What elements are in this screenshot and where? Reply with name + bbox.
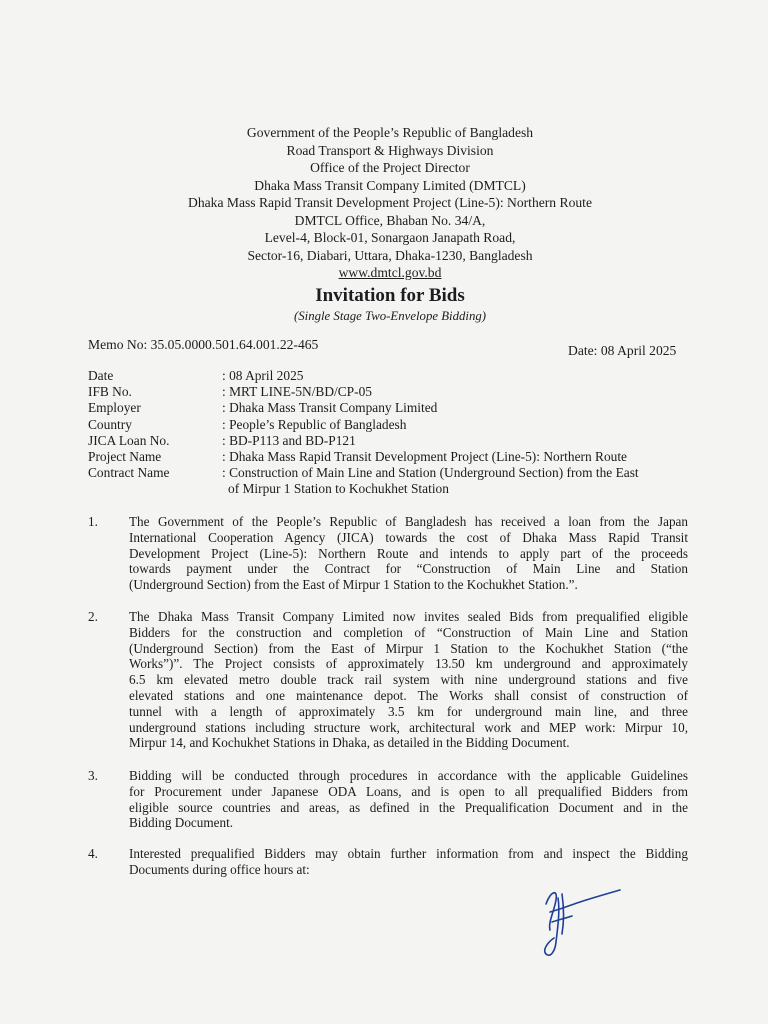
detail-value: : Dhaka Mass Transit Company Limited (222, 400, 438, 416)
paragraph-number: 2. (88, 609, 98, 624)
detail-value-line: : Construction of Main Line and Station (Underground Section) from the East (222, 465, 639, 481)
detail-row-country (88, 417, 688, 433)
paragraph-3 (88, 768, 688, 831)
bid-details (88, 368, 688, 498)
paragraph-body (129, 768, 688, 831)
detail-row-contract (88, 465, 688, 497)
paragraph-line: towards payment under the Contract for “Construction of Main Line and Station (129, 561, 688, 577)
detail-label: Country (88, 416, 132, 432)
detail-value (222, 465, 688, 497)
detail-row-ifb (88, 384, 688, 400)
header-line: DMTCL Office, Bhaban No. 34/A, (294, 212, 486, 228)
paragraph-line: elevated stations and one maintenance depot. The Works shall consist of construction of (129, 687, 688, 703)
detail-label: IFB No. (88, 384, 132, 400)
paragraph-line: Bidding Document. (129, 815, 234, 831)
detail-row-employer (88, 400, 688, 416)
paragraph-line: The Government of the People’s Republic of Bangladesh has received a loan from the Japan (129, 514, 688, 529)
detail-label: JICA Loan No. (88, 432, 170, 448)
paragraph-line: Bidding will be conducted through procedures in accordance with the applicable Guidelines (129, 768, 688, 783)
header-line: Government of the People’s Republic of Bangladesh (246, 125, 534, 140)
paragraph-body (129, 609, 688, 751)
document-subtitle: (Single Stage Two-Envelope Bidding) (293, 309, 487, 323)
paragraph-line: (Underground Section) from the East of Mirpur 1 Station to the Kochukhet Station.”. (129, 577, 578, 593)
detail-value: : People’s Republic of Bangladesh (222, 416, 407, 432)
detail-value: : 08 April 2025 (222, 368, 304, 383)
paragraph-line: Documents during office hours at: (129, 861, 310, 877)
paragraph-line: Interested prequalified Bidders may obtain further information from and inspect the Bidding (129, 846, 688, 861)
detail-value: : MRT LINE-5N/BD/CP-05 (222, 384, 372, 400)
paragraph-body (129, 514, 688, 593)
paragraph-4 (88, 846, 688, 878)
header-line: Office of the Project Director (310, 160, 470, 175)
detail-label: Contract Name (88, 465, 170, 481)
header-line: Dhaka Mass Rapid Transit Development Project (Line-5): Northern Route (188, 195, 592, 210)
paragraph-body (129, 846, 688, 878)
detail-row-loan (88, 433, 688, 449)
paragraph-line: International Cooperation Agency (JICA) towards the cost of Dhaka Mass Rapid Transit (129, 529, 688, 545)
paragraph-1 (88, 514, 688, 593)
paragraph-line: underground stations including structure work, architectural work and MEP work: Mirpur 10, (129, 719, 688, 735)
paragraph-number: 3. (88, 768, 98, 783)
paragraph-line: Bidders for the construction and completion of “Construction of Main Line and Station (129, 624, 688, 640)
paragraph-line: Development Project (Line-5): Northern Route and intends to apply part of the proceeds (129, 545, 688, 561)
paragraph-line: eligible source countries and areas, as defined in the Prequalification Document and in the (129, 799, 688, 815)
detail-label: Project Name (88, 449, 162, 465)
detail-label: Employer (88, 400, 141, 416)
detail-value: : BD-P113 and BD-P121 (222, 432, 356, 448)
paragraph-line: for Procurement under Japanese ODA Loans, and is open to all prequalified Bidders from (129, 783, 688, 799)
paragraph-line: tunnel with a length of approximately 3.5 km for underground main line, and three (129, 703, 688, 719)
paragraph-number: 4. (88, 846, 98, 861)
header-line: Dhaka Mass Transit Company Limited (DMTCL) (254, 177, 526, 193)
paragraph-line: The Dhaka Mass Transit Company Limited now invites sealed Bids from prequalified eligible (129, 609, 688, 624)
memo-date: Date: 08 April 2025 (568, 343, 677, 358)
website-link[interactable]: www.dmtcl.gov.bd (338, 265, 442, 280)
paragraph-line: Mirpur 14, and Kochukhet Stations in Dhaka, as detailed in the Bidding Document. (129, 735, 570, 751)
paragraph-2 (88, 609, 688, 751)
header-line: Road Transport & Highways Division (286, 142, 494, 158)
signature-icon (528, 882, 628, 962)
paragraph-number: 1. (88, 514, 98, 529)
paragraph-line: Works”)”. The Project consists of approximately 13.50 km underground and approximately (129, 656, 688, 672)
memo-number: Memo No: 35.05.0000.501.64.001.22-465 (88, 337, 319, 352)
detail-row-project (88, 449, 688, 465)
document-title: Invitation for Bids (315, 285, 465, 306)
detail-label: Date (88, 368, 114, 383)
detail-value-line: of Mirpur 1 Station to Kochukhet Station (228, 481, 449, 497)
detail-value: : Dhaka Mass Rapid Transit Development Project (Line-5): Northern Route (222, 449, 627, 465)
detail-row-date (88, 368, 688, 384)
header-line: Sector-16, Diabari, Uttara, Dhaka-1230, Bangladesh (247, 247, 533, 263)
paragraph-line: (Underground Section) from the East of Mirpur 1 Station to the Kochukhet Station (“the (129, 640, 688, 656)
paragraph-line: 6.5 km elevated metro double track rail system with nine underground stations and five (129, 672, 688, 688)
header-line: Level-4, Block-01, Sonargaon Janapath Road, (264, 230, 516, 245)
letterhead (100, 124, 680, 282)
